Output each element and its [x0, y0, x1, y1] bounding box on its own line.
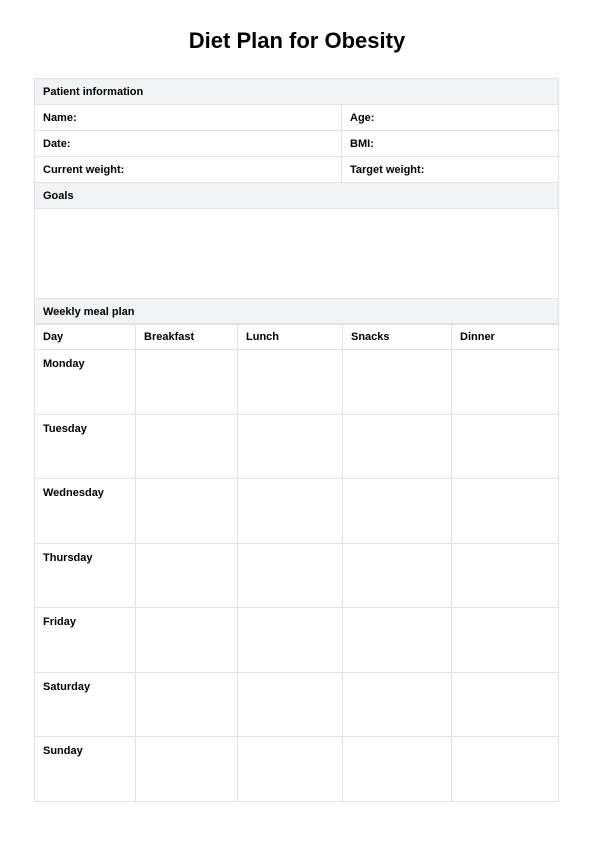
table-row: [35, 737, 559, 802]
table-row: [35, 608, 559, 673]
lunch-cell[interactable]: [238, 350, 343, 415]
column-header-snacks: Snacks: [343, 324, 452, 350]
breakfast-cell[interactable]: [136, 479, 238, 544]
bmi-field[interactable]: BMI:: [342, 131, 559, 157]
dinner-cell[interactable]: [452, 479, 559, 544]
target-weight-field[interactable]: Target weight:: [342, 157, 559, 183]
patient-info-table: [34, 78, 559, 325]
column-header-breakfast: Breakfast: [136, 324, 238, 350]
table-row: [35, 414, 559, 479]
day-label-friday: Friday: [35, 608, 136, 673]
snacks-cell[interactable]: [343, 608, 452, 673]
breakfast-cell[interactable]: [136, 737, 238, 802]
breakfast-cell[interactable]: [136, 672, 238, 737]
page-title: Diet Plan for Obesity: [188, 28, 406, 53]
date-field[interactable]: Date:: [35, 131, 342, 157]
current-weight-field[interactable]: Current weight:: [35, 157, 342, 183]
breakfast-cell[interactable]: [136, 543, 238, 608]
meal-plan-header-row: [35, 324, 559, 350]
table-row: [35, 479, 559, 544]
patient-information-heading: Patient information: [35, 79, 559, 105]
dinner-cell[interactable]: [452, 543, 559, 608]
goals-field[interactable]: [35, 209, 559, 299]
lunch-cell[interactable]: [238, 543, 343, 608]
dinner-cell[interactable]: [452, 414, 559, 479]
dinner-cell[interactable]: [452, 672, 559, 737]
column-header-day: Day: [35, 324, 136, 350]
dinner-cell[interactable]: [452, 608, 559, 673]
snacks-cell[interactable]: [343, 479, 452, 544]
lunch-cell[interactable]: [238, 414, 343, 479]
table-row: [35, 350, 559, 415]
lunch-cell[interactable]: [238, 479, 343, 544]
lunch-cell[interactable]: [238, 608, 343, 673]
day-label-sunday: Sunday: [35, 737, 136, 802]
breakfast-cell[interactable]: [136, 608, 238, 673]
table-row: [35, 543, 559, 608]
day-label-saturday: Saturday: [35, 672, 136, 737]
day-label-monday: Monday: [35, 350, 136, 415]
snacks-cell[interactable]: [343, 543, 452, 608]
snacks-cell[interactable]: [343, 737, 452, 802]
snacks-cell[interactable]: [343, 672, 452, 737]
column-header-lunch: Lunch: [238, 324, 343, 350]
name-field[interactable]: Name:: [35, 105, 342, 131]
breakfast-cell[interactable]: [136, 350, 238, 415]
goals-heading: Goals: [35, 183, 559, 209]
day-label-tuesday: Tuesday: [35, 414, 136, 479]
breakfast-cell[interactable]: [136, 414, 238, 479]
age-field[interactable]: Age:: [342, 105, 559, 131]
lunch-cell[interactable]: [238, 737, 343, 802]
dinner-cell[interactable]: [452, 737, 559, 802]
weekly-meal-plan-table: [34, 323, 559, 802]
lunch-cell[interactable]: [238, 672, 343, 737]
snacks-cell[interactable]: [343, 350, 452, 415]
day-label-wednesday: Wednesday: [35, 479, 136, 544]
column-header-dinner: Dinner: [452, 324, 559, 350]
weekly-meal-plan-heading: Weekly meal plan: [35, 299, 559, 325]
day-label-thursday: Thursday: [35, 543, 136, 608]
dinner-cell[interactable]: [452, 350, 559, 415]
table-row: [35, 672, 559, 737]
snacks-cell[interactable]: [343, 414, 452, 479]
